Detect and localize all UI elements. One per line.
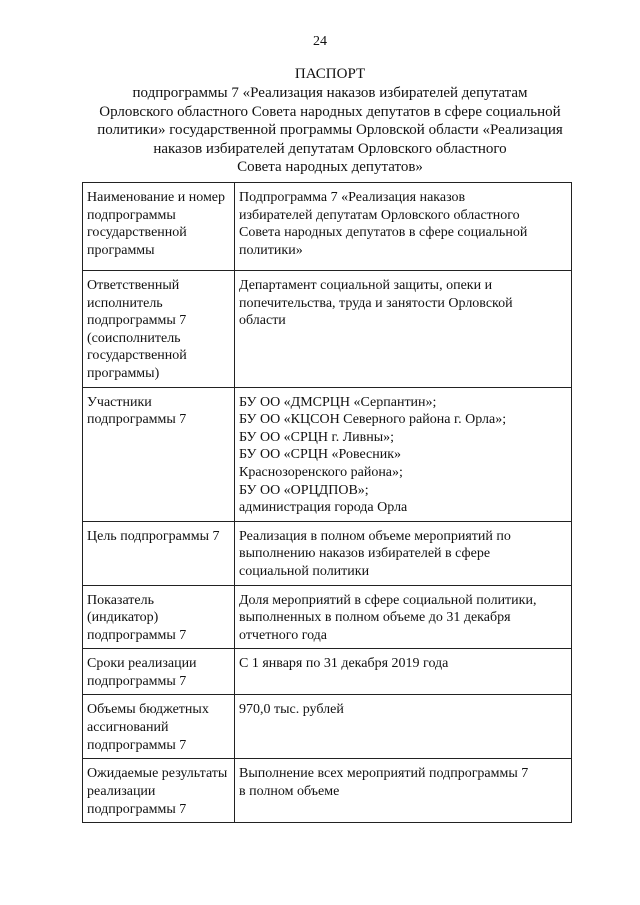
row-value-cell — [235, 649, 572, 695]
row-label-line: программы) — [87, 365, 160, 381]
row-value-line: С 1 января по 31 декабря 2019 года — [239, 656, 449, 672]
row-value-cell — [235, 585, 572, 649]
row-value-line: в полном объеме — [239, 784, 340, 800]
row-label-line: реализации — [87, 784, 156, 800]
row-value-line: социальной политики — [239, 563, 370, 579]
row-label-cell — [83, 387, 235, 521]
row-label-cell — [83, 271, 235, 388]
row-label-line: исполнитель — [87, 295, 163, 311]
row-value-line: Выполнение всех мероприятий подпрограммы 7 — [239, 766, 529, 782]
table-row — [83, 585, 572, 649]
row-label-line: подпрограммы 7 — [87, 412, 187, 428]
row-label-line: (индикатор) — [87, 610, 159, 626]
row-value-line: выполненных в полном объеме до 31 декабря — [239, 610, 511, 626]
table-row — [83, 759, 572, 823]
row-value-line: Краснозоренского района»; — [239, 464, 403, 480]
heading-line: подпрограммы 7 «Реализация наказов избирателей депутатам — [132, 85, 528, 101]
row-label-cell — [83, 759, 235, 823]
row-value-line: Подпрограмма 7 «Реализация наказов — [239, 190, 466, 205]
row-value-line: политики» — [239, 242, 303, 258]
row-label-line: подпрограммы 7 — [87, 801, 187, 817]
row-value-line: администрация города Орла — [239, 500, 408, 516]
heading-line: Совета народных депутатов» — [237, 159, 423, 175]
table-row — [83, 521, 572, 585]
row-label-line: Показатель — [87, 592, 154, 608]
heading-line: Орловского областного Совета народных депутатов в сфере социальной — [99, 103, 561, 120]
row-label-line: Ответственный — [87, 278, 180, 293]
row-label-line: программы — [87, 242, 155, 258]
row-label-line: подпрограммы — [87, 207, 176, 223]
subprogram-heading — [60, 84, 600, 177]
row-label-line: подпрограммы 7 — [87, 313, 187, 329]
row-label-line: подпрограммы 7 — [87, 673, 187, 689]
row-value-line: избирателей депутатам Орловского областного — [239, 207, 520, 223]
row-value-line: БУ ОО «ОРЦДПОВ»; — [239, 482, 369, 498]
row-label-line: государственной — [87, 225, 187, 241]
row-value-cell — [235, 271, 572, 388]
row-value-line: отчетного года — [239, 627, 328, 643]
table-row — [83, 649, 572, 695]
row-label-cell — [83, 695, 235, 759]
row-value-line: БУ ОО «ДМСРЦН «Серпантин»; — [239, 394, 437, 410]
row-label-cell — [83, 585, 235, 649]
table-row — [83, 387, 572, 521]
row-value-line: попечительства, труда и занятости Орловской — [239, 295, 513, 311]
row-label-line: (соисполнитель — [87, 330, 181, 346]
row-value-line: Реализация в полном объеме мероприятий по — [239, 528, 511, 544]
row-value-line: Департамент социальной защиты, опеки и — [239, 278, 493, 293]
row-value-line: 970,0 тыс. рублей — [239, 702, 344, 718]
row-label-cell — [83, 183, 235, 271]
row-value-cell — [235, 759, 572, 823]
row-label-line: Наименование и номер — [87, 190, 226, 205]
passport-table — [82, 182, 572, 823]
row-value-cell — [235, 695, 572, 759]
page-number: 24 — [313, 34, 327, 49]
document-title: ПАСПОРТ — [294, 66, 366, 82]
row-value-cell — [235, 521, 572, 585]
row-label-line: подпрограммы 7 — [87, 627, 187, 643]
table-row — [83, 695, 572, 759]
table-row — [83, 183, 572, 271]
row-value-line: выполнению наказов избирателей в сфере — [239, 546, 491, 562]
row-label-line: Ожидаемые результаты — [87, 766, 228, 782]
row-label-cell — [83, 649, 235, 695]
heading-line: наказов избирателей депутатам Орловского областного — [153, 140, 507, 157]
row-label-line: подпрограммы 7 — [87, 737, 187, 753]
row-value-line: БУ ОО «СРЦН г. Ливны»; — [239, 429, 395, 445]
row-label-line: ассигнований — [87, 720, 169, 736]
row-value-line: БУ ОО «СРЦН «Ровесник» — [239, 447, 402, 463]
row-value-cell — [235, 387, 572, 521]
row-label-line: Сроки реализации — [87, 656, 197, 672]
row-value-cell — [235, 183, 572, 271]
row-value-line: Совета народных депутатов в сфере социальной — [239, 225, 528, 241]
row-value-line: области — [239, 313, 286, 329]
row-label-cell — [83, 521, 235, 585]
row-label-line: Объемы бюджетных — [87, 702, 209, 718]
row-label-line: Цель подпрограммы 7 — [87, 528, 220, 544]
row-value-line: Доля мероприятий в сфере социальной политики, — [239, 592, 537, 608]
table-row — [83, 271, 572, 388]
heading-line: политики» государственной программы Орловской области «Реализация — [97, 122, 563, 138]
row-value-line: БУ ОО «КЦСОН Северного района г. Орла»; — [239, 412, 507, 428]
row-label-line: Участники — [87, 394, 152, 410]
row-label-line: государственной — [87, 348, 187, 364]
